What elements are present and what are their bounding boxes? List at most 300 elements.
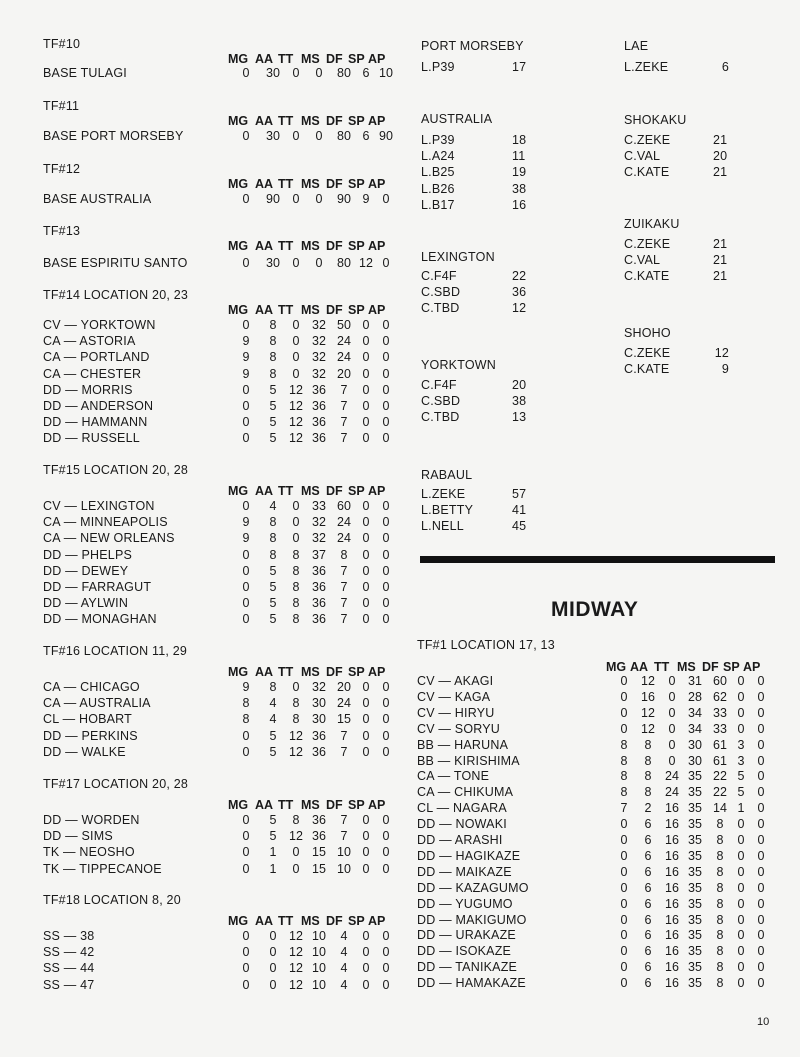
stat-value: 0 (242, 813, 250, 827)
stat-value: 0 (382, 680, 390, 694)
aircraft-type: L.P39 (421, 60, 455, 74)
aircraft-count: 21 (713, 253, 728, 268)
stat-column-header: MS (301, 177, 320, 191)
stat-value: 12 (289, 399, 303, 413)
stat-value: 16 (665, 976, 679, 991)
stat-column-header: MG (228, 52, 249, 66)
unit-label: DD — HAMMANN (43, 415, 148, 430)
stat-value: 2 (644, 801, 652, 816)
stat-value: 24 (337, 531, 351, 546)
stat-value: 0 (242, 829, 250, 844)
stat-value: 0 (362, 813, 370, 827)
stat-value: 8 (716, 864, 724, 879)
unit-label: CV — HIRYU (417, 705, 495, 720)
stat-value: 0 (620, 864, 628, 879)
stat-value: 0 (292, 366, 300, 381)
aircraft-type: C.SBD (421, 394, 461, 409)
stat-column-header: TT (278, 177, 294, 191)
stat-value: 8 (716, 880, 724, 895)
stat-value: 0 (737, 848, 745, 863)
stat-value: 36 (312, 563, 326, 578)
stat-value: 0 (757, 737, 765, 752)
stat-value: 8 (269, 318, 277, 332)
stat-value: 7 (340, 728, 348, 743)
stat-value: 0 (242, 415, 250, 430)
stat-column-header: DF (326, 484, 343, 498)
stat-value: 12 (641, 705, 655, 720)
air-group-title: LEXINGTON (421, 250, 495, 264)
stat-value: 33 (713, 705, 727, 720)
stat-value: 0 (362, 499, 370, 513)
stat-value: 6 (362, 66, 370, 80)
unit-label: DD — ISOKAZE (417, 944, 512, 959)
air-group-title: YORKTOWN (421, 358, 496, 372)
stat-value: 0 (269, 929, 277, 943)
stat-value: 8 (292, 596, 300, 611)
unit-label: CA — CHICAGO (43, 680, 140, 694)
stat-value: 0 (242, 382, 250, 397)
aircraft-count: 12 (714, 346, 729, 360)
stat-value: 5 (269, 580, 277, 594)
stat-column-header: SP (723, 660, 740, 674)
stat-value: 0 (620, 976, 628, 991)
stat-value: 0 (362, 350, 370, 365)
stat-value: 0 (292, 845, 300, 860)
stat-column-header: SP (348, 52, 365, 66)
stat-value: 0 (382, 728, 390, 743)
stat-column-header: SP (348, 798, 365, 812)
stat-column-header: AA (255, 52, 274, 66)
stat-value: 0 (315, 192, 323, 206)
stat-value: 0 (292, 129, 300, 143)
task-force-title: TF#12 (43, 162, 81, 176)
stat-column-header: TT (278, 239, 294, 253)
stat-value: 0 (382, 334, 390, 349)
unit-label: TK — NEOSHO (43, 845, 135, 860)
stat-value: 0 (757, 976, 765, 991)
unit-label: BASE ESPIRITU SANTO (43, 256, 188, 270)
stat-value: 12 (289, 961, 303, 976)
stat-value: 0 (242, 399, 250, 413)
aircraft-count: 21 (713, 133, 728, 147)
stat-value: 35 (688, 864, 702, 879)
aircraft-type: C.VAL (624, 253, 661, 268)
stat-value: 0 (362, 829, 370, 844)
stat-value: 0 (362, 399, 370, 413)
stat-value: 0 (315, 256, 323, 270)
stat-value: 0 (382, 829, 390, 844)
stat-value: 30 (266, 256, 280, 270)
stat-value: 35 (688, 912, 702, 927)
stat-value: 0 (269, 945, 277, 960)
stat-column-header: DF (702, 660, 719, 674)
stat-value: 0 (242, 845, 250, 860)
stat-value: 0 (292, 515, 300, 530)
task-force-title: TF#11 (43, 99, 80, 113)
stat-value: 5 (269, 744, 277, 759)
stat-value: 0 (620, 960, 628, 975)
stat-column-header: MS (301, 665, 320, 679)
stat-value: 0 (292, 350, 300, 365)
stat-value: 80 (337, 256, 351, 270)
unit-label: CV — SORYU (417, 721, 501, 736)
aircraft-type: C.TBD (421, 301, 460, 316)
stat-value: 7 (340, 563, 348, 578)
unit-label: CA — CHESTER (43, 366, 142, 381)
stat-value: 8 (292, 580, 300, 594)
aircraft-type: C.TBD (421, 410, 460, 425)
stat-value: 8 (292, 712, 300, 727)
stat-value: 5 (269, 399, 277, 413)
stat-value: 0 (382, 366, 390, 381)
stat-value: 0 (757, 705, 765, 720)
stat-column-header: TT (278, 484, 294, 498)
unit-label: DD — HAGIKAZE (417, 848, 521, 863)
stat-column-header: MS (301, 114, 320, 128)
stat-value: 0 (242, 861, 250, 876)
aircraft-type: L.ZEKE (421, 487, 466, 501)
air-group-title: AUSTRALIA (421, 112, 493, 126)
stat-value: 8 (716, 848, 724, 863)
stat-value: 0 (737, 896, 745, 911)
stat-value: 9 (242, 366, 250, 381)
stat-value: 0 (757, 848, 765, 863)
stat-value: 16 (665, 896, 679, 911)
stat-value: 35 (688, 928, 702, 943)
stat-value: 0 (737, 976, 745, 991)
stat-value: 8 (716, 833, 724, 847)
stat-value: 35 (688, 833, 702, 847)
aircraft-type: C.ZEKE (624, 346, 671, 360)
stat-column-header: DF (326, 665, 343, 679)
stat-value: 0 (382, 813, 390, 827)
stat-column-header: TT (278, 665, 294, 679)
stat-value: 0 (737, 864, 745, 879)
stat-value: 0 (362, 382, 370, 397)
stat-value: 8 (269, 515, 277, 530)
stat-value: 12 (289, 977, 303, 992)
unit-label: DD — YUGUMO (417, 896, 513, 911)
stat-value: 35 (688, 785, 702, 800)
stat-value: 7 (340, 415, 348, 430)
stat-value: 16 (665, 848, 679, 863)
stat-value: 0 (242, 256, 250, 270)
stat-value: 8 (269, 334, 277, 349)
stat-value: 12 (359, 256, 373, 270)
stat-value: 5 (269, 612, 277, 627)
stat-value: 8 (644, 753, 652, 768)
unit-label: DD — PHELPS (43, 547, 133, 562)
unit-label: BASE AUSTRALIA (43, 192, 152, 206)
aircraft-count: 12 (512, 301, 527, 316)
unit-label: CV — KAGA (417, 689, 491, 704)
stat-value: 0 (362, 680, 370, 694)
stat-value: 1 (737, 801, 745, 816)
aircraft-count: 21 (713, 165, 728, 180)
stat-value: 12 (289, 728, 303, 743)
stat-value: 36 (312, 431, 326, 446)
unit-label: CL — HOBART (43, 712, 133, 727)
stat-column-header: MS (677, 660, 696, 674)
stat-value: 9 (242, 680, 250, 694)
air-group-title: ZUIKAKU (624, 217, 680, 231)
stat-column-header: AA (255, 484, 274, 498)
stat-value: 50 (337, 318, 351, 332)
stat-value: 22 (713, 769, 727, 784)
stat-column-header: DF (326, 52, 343, 66)
aircraft-type: L.A24 (421, 149, 455, 164)
stat-value: 7 (340, 813, 348, 827)
stat-value: 24 (337, 515, 351, 530)
stat-value: 30 (688, 753, 702, 768)
stat-value: 36 (312, 415, 326, 430)
task-force-title: TF#1 LOCATION 17, 13 (417, 638, 555, 652)
unit-label: DD — WALKE (43, 744, 126, 759)
stat-value: 0 (382, 318, 390, 332)
task-force-title: TF#15 LOCATION 20, 28 (43, 463, 188, 477)
aircraft-type: C.F4F (421, 378, 457, 392)
stat-value: 0 (737, 817, 745, 832)
aircraft-type: C.ZEKE (624, 133, 671, 147)
stat-column-header: SP (348, 239, 365, 253)
stat-value: 36 (312, 728, 326, 743)
stat-value: 0 (242, 596, 250, 611)
aircraft-type: C.F4F (421, 269, 457, 283)
stat-value: 0 (737, 928, 745, 943)
stat-value: 5 (269, 563, 277, 578)
stat-value: 24 (665, 785, 679, 800)
stat-value: 8 (292, 563, 300, 578)
stat-value: 28 (688, 689, 702, 704)
stat-value: 0 (620, 674, 628, 688)
stat-value: 0 (620, 833, 628, 847)
stat-column-header: MS (301, 303, 320, 317)
stat-value: 16 (665, 833, 679, 847)
stat-value: 0 (620, 689, 628, 704)
stat-value: 0 (382, 563, 390, 578)
stat-value: 0 (382, 399, 390, 413)
stat-column-header: AP (743, 660, 761, 674)
stat-column-header: TT (278, 114, 294, 128)
stat-value: 0 (362, 845, 370, 860)
stat-value: 35 (688, 769, 702, 784)
stat-value: 0 (315, 66, 323, 80)
stat-value: 9 (242, 334, 250, 349)
stat-value: 5 (269, 415, 277, 430)
stat-value: 6 (644, 976, 652, 991)
stat-value: 0 (757, 960, 765, 975)
stat-value: 90 (337, 192, 351, 206)
stat-value: 0 (242, 318, 250, 332)
stat-value: 0 (242, 66, 250, 80)
unit-label: DD — RUSSELL (43, 431, 140, 446)
stat-column-header: AA (255, 114, 274, 128)
stat-value: 35 (688, 801, 702, 816)
unit-label: CA — MINNEAPOLIS (43, 515, 168, 530)
stat-value: 15 (312, 861, 326, 876)
stat-value: 6 (644, 833, 652, 847)
stat-value: 36 (312, 829, 326, 844)
stat-value: 0 (382, 612, 390, 627)
stat-value: 7 (340, 596, 348, 611)
stat-value: 0 (362, 563, 370, 578)
stat-column-header: AA (255, 665, 274, 679)
aircraft-count: 21 (713, 237, 728, 251)
aircraft-type: C.KATE (624, 269, 670, 284)
stat-value: 5 (269, 813, 277, 827)
stat-column-header: DF (326, 114, 343, 128)
stat-value: 6 (362, 129, 370, 143)
unit-label: DD — ARASHI (417, 833, 503, 847)
stat-value: 16 (665, 801, 679, 816)
unit-label: DD — PERKINS (43, 728, 138, 743)
stat-value: 0 (292, 861, 300, 876)
stat-value: 0 (292, 499, 300, 513)
stat-column-header: TT (278, 52, 294, 66)
stat-value: 0 (757, 689, 765, 704)
stat-value: 36 (312, 744, 326, 759)
stat-value: 35 (688, 976, 702, 991)
section-divider (420, 556, 775, 563)
stat-value: 0 (737, 833, 745, 847)
stat-value: 0 (292, 192, 300, 206)
stat-value: 0 (362, 929, 370, 943)
stat-value: 0 (382, 929, 390, 943)
aircraft-type: L.B26 (421, 181, 455, 196)
stat-value: 0 (242, 547, 250, 562)
stat-value: 35 (688, 817, 702, 832)
stat-value: 80 (337, 66, 351, 80)
stat-value: 0 (757, 864, 765, 879)
stat-value: 10 (379, 66, 393, 80)
stat-value: 32 (312, 350, 326, 365)
stat-value: 0 (382, 547, 390, 562)
unit-label: BASE PORT MORSEBY (43, 129, 184, 143)
stat-value: 8 (716, 896, 724, 911)
stat-column-header: DF (326, 239, 343, 253)
stat-value: 1 (269, 861, 277, 876)
stat-value: 0 (362, 977, 370, 992)
stat-value: 32 (312, 680, 326, 694)
aircraft-count: 57 (512, 487, 527, 501)
stat-value: 4 (340, 945, 348, 960)
stat-value: 0 (668, 737, 676, 752)
stat-value: 0 (620, 848, 628, 863)
stat-value: 0 (382, 961, 390, 976)
aircraft-count: 16 (512, 197, 527, 212)
stat-value: 0 (382, 596, 390, 611)
aircraft-type: L.B25 (421, 165, 455, 180)
stat-value: 6 (644, 864, 652, 879)
stat-value: 0 (362, 612, 370, 627)
unit-label: DD — TANIKAZE (417, 960, 518, 975)
stat-value: 6 (644, 928, 652, 943)
unit-label: CA — PORTLAND (43, 350, 150, 365)
stat-column-header: AA (255, 914, 274, 928)
stat-value: 8 (340, 547, 348, 562)
stat-value: 36 (312, 596, 326, 611)
aircraft-count: 38 (512, 394, 527, 409)
stat-value: 36 (312, 580, 326, 594)
unit-label: DD — SIMS (43, 829, 113, 844)
stat-value: 0 (668, 753, 676, 768)
stat-value: 0 (269, 977, 277, 992)
stat-value: 0 (737, 721, 745, 736)
stat-value: 3 (737, 753, 745, 768)
aircraft-type: C.ZEKE (624, 237, 671, 251)
stat-value: 0 (362, 728, 370, 743)
stat-value: 0 (382, 415, 390, 430)
stat-value: 0 (242, 612, 250, 627)
stat-value: 6 (644, 848, 652, 863)
aircraft-type: C.VAL (624, 149, 661, 164)
unit-label: CV — LEXINGTON (43, 499, 155, 513)
page-number: 10 (757, 1016, 770, 1028)
stat-value: 12 (641, 721, 655, 736)
stat-value: 24 (337, 350, 351, 365)
stat-column-header: MS (301, 239, 320, 253)
stat-value: 0 (382, 499, 390, 513)
stat-column-header: MS (301, 914, 320, 928)
stat-value: 35 (688, 944, 702, 959)
stat-value: 8 (242, 712, 250, 727)
stat-value: 7 (340, 382, 348, 397)
stat-value: 8 (716, 976, 724, 991)
stat-value: 60 (713, 674, 727, 688)
stat-value: 16 (665, 928, 679, 943)
stat-value: 0 (737, 944, 745, 959)
stat-value: 0 (269, 961, 277, 976)
stat-value: 0 (757, 896, 765, 911)
stat-value: 10 (312, 961, 326, 976)
stat-value: 0 (382, 945, 390, 960)
stat-value: 16 (641, 689, 655, 704)
aircraft-type: C.KATE (624, 362, 670, 377)
stat-value: 0 (362, 712, 370, 727)
stat-value: 12 (289, 431, 303, 446)
stat-value: 61 (713, 737, 727, 752)
stat-value: 4 (269, 696, 277, 711)
unit-label: DD — WORDEN (43, 813, 140, 827)
stat-value: 12 (289, 945, 303, 960)
stat-value: 5 (269, 829, 277, 844)
stat-value: 22 (713, 785, 727, 800)
stat-value: 0 (382, 696, 390, 711)
stat-value: 0 (292, 66, 300, 80)
aircraft-type: L.BETTY (421, 503, 474, 518)
stat-value: 10 (312, 945, 326, 960)
stat-value: 16 (665, 880, 679, 895)
stat-column-header: AP (368, 484, 386, 498)
unit-label: BB — KIRISHIMA (417, 753, 520, 768)
stat-value: 33 (312, 499, 326, 513)
aircraft-count: 38 (512, 181, 527, 196)
stat-value: 0 (757, 769, 765, 784)
stat-value: 0 (757, 912, 765, 927)
stat-value: 0 (382, 712, 390, 727)
stat-column-header: SP (348, 177, 365, 191)
stat-value: 0 (737, 674, 745, 688)
stat-value: 0 (737, 705, 745, 720)
stat-column-header: MG (228, 914, 249, 928)
stat-value: 4 (340, 961, 348, 976)
air-group-title: PORT MORSEBY (421, 39, 524, 53)
stat-column-header: MG (606, 660, 627, 674)
stat-value: 7 (340, 612, 348, 627)
unit-label: SS — 42 (43, 945, 95, 960)
stat-value: 0 (292, 680, 300, 694)
stat-value: 24 (665, 769, 679, 784)
